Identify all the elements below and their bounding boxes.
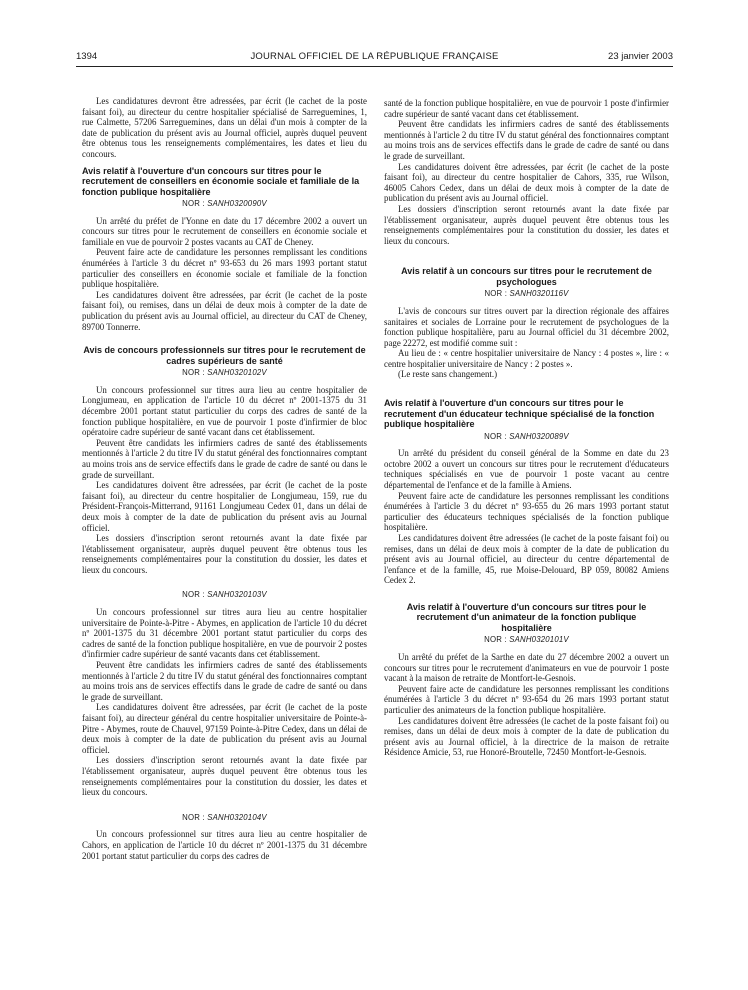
paragraph: santé de la fonction publique hospitalière, en vue de pourvoir 1 poste d'infirmier cadre supérieur de santé vacant dans cet établissement.: [384, 98, 669, 119]
nor-reference: NOR : SANH0320089V: [484, 431, 569, 441]
right-column: [384, 98, 669, 758]
journal-title: JOURNAL OFFICIEL DE LA RÉPUBLIQUE FRANÇAISE: [250, 51, 499, 62]
paragraph: L'avis de concours sur titres ouvert par la direction régionale des affaires sanitaires et sociales de Lorraine pour le recrutement de psychologues de la fonction publique hospitalière, paru au Journal officiel du 31 décembre 2002, page 22272, est modifié comme suit :: [384, 305, 669, 348]
paragraph: Au lieu de : « centre hospitalier universitaire de Nancy : 4 postes », lire : « centre hospitalier universitaire de Nancy : 2 postes ».: [384, 348, 669, 369]
paragraph: (Le reste sans changement.): [398, 369, 498, 380]
paragraph: Peuvent faire acte de candidature les personnes remplissant les conditions énumérées à l'article 3 du décret nº 93-655 du 26 mars 1993 portant statut particulier des éducateurs techniques spécialisés de la fonction publique hospitalière.: [384, 490, 669, 533]
page-number: 1394: [76, 51, 98, 62]
paragraph: Peuvent être candidats les infirmiers cadres de santé des établissements mentionnés à l'article 2 du titre IV du statut général des fonctionnaires comptant au moins trois ans de service effectifs dans le grade de cadre de santé ou dans le grade de surveillant.: [82, 437, 367, 480]
section-title-cadres-superieurs: Avis de concours professionnels sur titres pour le recrutement de cadres supérieurs de santé: [83, 345, 366, 366]
nor-reference: NOR : SANH0320102V: [182, 368, 267, 378]
paragraph: Un arrêté du préfet de l'Yonne en date du 17 décembre 2002 a ouvert un concours sur titres pour le recrutement de conseillers en économie sociale et familiale en vue de pourvoir 2 postes vacants au CAT de Cheney.: [82, 215, 367, 247]
section-title-psychologues: Avis relatif à un concours sur titres pour le recrutement de psychologues: [401, 266, 652, 287]
paragraph: Les dossiers d'inscription seront retournés avant la date fixée par l'établissement organisateur, auprès duquel peuvent être obtenus tous les renseignements complémentaires pour la constitution du dossier, les dates et lieux du concours.: [384, 203, 669, 246]
paragraph: Peuvent faire acte de candidature les personnes remplissant les conditions énumérées à l'article 3 du décret nº 93-653 du 26 mars 1993 portant statut particulier des conseillers en économie sociale et familiale de la fonction publique hospitalière.: [82, 247, 367, 290]
page-header: [76, 51, 673, 65]
paragraph: Peuvent être candidats les infirmiers cadres de santé des établissements mentionnés à l'article 2 du titre IV du statut général des fonctionnaires comptant au moins trois ans de services effectifs dans le grade de cadre de santé ou dans le grade de surveillant.: [384, 119, 669, 161]
paragraph: Un concours professionnel sur titres aura lieu au centre hospitalier de Cahors, en application de l'article 10 du décret nº 2001-1375 du 31 décembre 2001 portant statut particulier du corps des cadres de: [82, 829, 367, 861]
intro-paragraph: Les candidatures devront être adressées, par écrit (le cachet de la poste faisant foi), au directeur du centre hospitalier spécialisé de Sarreguemines, 1, rue Calmette, 57206 Sarreguemines, dans un délai d'un mois à compter de la date de publication du présent avis au Journal officiel, auprès duquel peuvent être obtenus tous les renseignements complémentaires, les dates et lieu du concours.: [82, 96, 367, 159]
paragraph: Les candidatures doivent être adressées, par écrit (le cachet de la poste faisant foi), au directeur du centre hospitalier de Cahors, 335, rue Wilson, 46005 Cahors Cedex, dans un délai de deux mois à compter de la date de publication du présent avis au Journal officiel.: [384, 161, 669, 204]
section-title-animateur: Avis relatif à l'ouverture d'un concours sur titres pour le recrutement d'un animateur de la fonction publique hospitalière: [406, 601, 647, 633]
paragraph: Un arrêté du préfet de la Sarthe en date du 27 décembre 2002 a ouvert un concours sur titres pour le recrutement d'animateurs en vue de pourvoir 1 poste vacant à la maison de retraite de Montfort-le-Gesnois.: [384, 651, 669, 684]
header-rule: [76, 66, 673, 67]
paragraph: Les candidatures doivent être adressées, par écrit (le cachet de la poste faisant foi), au directeur du centre hospitalier de Longjumeau, 159, rue du Président-François-Mitterrand, 91161 Longjumeau Cedex 01, dans un délai de deux mois à compter de la date de publication du présent avis au Journal officiel.: [82, 480, 367, 533]
section-title-educateur: Avis relatif à l'ouverture d'un concours sur titres pour le recrutement d'un éducateur technique spécialisé de la fonction publique hospitalière: [384, 398, 655, 430]
paragraph: Un arrêté du président du conseil général de la Somme en date du 23 octobre 2002 a ouvert un concours sur titres pour le recrutement d'éducateurs techniques spécialisés en vue de pourvoir 1 poste vacant au centre départemental de l'enfance et de la famille à Amiens.: [384, 448, 669, 490]
nor-reference: NOR : SANH0320104V: [182, 812, 267, 822]
paragraph: Les candidatures doivent être adressées, par écrit (le cachet de la poste faisant foi), au directeur général du centre hospitalier universitaire de Pointe-à-Pitre - Abymes, route de Chauvel, 97159 Pointe-à-Pitre Cedex, dans un délai de deux mois à compter de la date de publication du présent avis au Journal officiel.: [82, 702, 367, 755]
nor-reference: NOR : SANH0320103V: [182, 590, 267, 600]
nor-reference: NOR : SANH0320116V: [484, 289, 569, 299]
paragraph: Peuvent faire acte de candidature les personnes remplissant les conditions énumérées à l'article 3 du décret nº 93-654 du 26 mars 1993 portant statut particulier des animateurs de la fonction publique hospitalière.: [384, 683, 669, 715]
paragraph: Un concours professionnel sur titres aura lieu au centre hospitalier universitaire de Pointe-à-Pitre - Abymes, en application de l'article 10 du décret nº 2001-1375 du 31 décembre 2001 portant statut particulier du corps des cadres de santé de la fonction publique hospitalière, en vue de pourvoir 2 postes d'infirmier cadre supérieur de santé vacants dans cet établissement.: [82, 607, 367, 660]
paragraph: Les candidatures doivent être adressées (le cachet de la poste faisant foi) ou remises, dans un délai de deux mois à compter de la date de publication du présent avis au Journal officiel, au directeur du centre départemental de l'enfance et de la famille, 45, rue Moise-Delouard, BP 059, 80082 Amiens Cedex 2.: [384, 532, 669, 586]
issue-date: 23 janvier 2003: [608, 51, 673, 62]
paragraph: Peuvent être candidats les infirmiers cadres de santé des établissements mentionnés à l'article 2 du titre IV du statut général des fonctionnaires comptant au moins trois ans de services effectifs dans le grade de cadre de santé ou dans le grade de surveillant.: [82, 660, 367, 702]
section-title-conseillers: Avis relatif à l'ouverture d'un concours sur titres pour le recrutement de conseillers en économie sociale et familiale de la fonction publique hospitalière: [82, 165, 360, 197]
left-column: [82, 96, 367, 861]
nor-reference: NOR : SANH0320101V: [484, 635, 569, 645]
paragraph: Les candidatures doivent être adressées (le cachet de la poste faisant foi) ou remises, dans un délai de deux mois à compter de la date de publication du présent avis au Journal officiel, à la directrice de la maison de retraite Résidence Amicie, 53, rue Honoré-Broutelle, 72450 Montfort-le-Gesnois.: [384, 715, 669, 758]
paragraph: Un concours professionnel sur titres aura lieu au centre hospitalier de Longjumeau, en application de l'article 10 du décret nº 2001-1375 du 31 décembre 2001 portant statut particulier du corps des cadres de santé de la fonction publique hospitalière, en vue de pourvoir 1 poste d'infirmier de bloc opératoire cadre supérieur de santé vacant dans cet établissement.: [82, 384, 367, 438]
nor-reference: NOR : SANH0320090V: [182, 199, 267, 209]
paragraph: Les dossiers d'inscription seront retournés avant la date fixée par l'établissement organisateur, auprès duquel peuvent être obtenus tous les renseignements complémentaires pour la constitution du dossier, les dates et lieux du concours.: [82, 755, 367, 798]
paragraph: Les candidatures doivent être adressées, par écrit (le cachet de la poste faisant foi), ou remises, dans un délai de deux mois à compter de la date de publication du présent avis au Journal officiel, au directeur du CAT de Cheney, 89700 Tonnerre.: [82, 289, 367, 332]
paragraph: Les dossiers d'inscription seront retournés avant la date fixée par l'établissement organisateur, auprès duquel peuvent être obtenus tous les renseignements complémentaires pour la constitution du dossier, les dates et lieux du concours.: [82, 533, 367, 575]
